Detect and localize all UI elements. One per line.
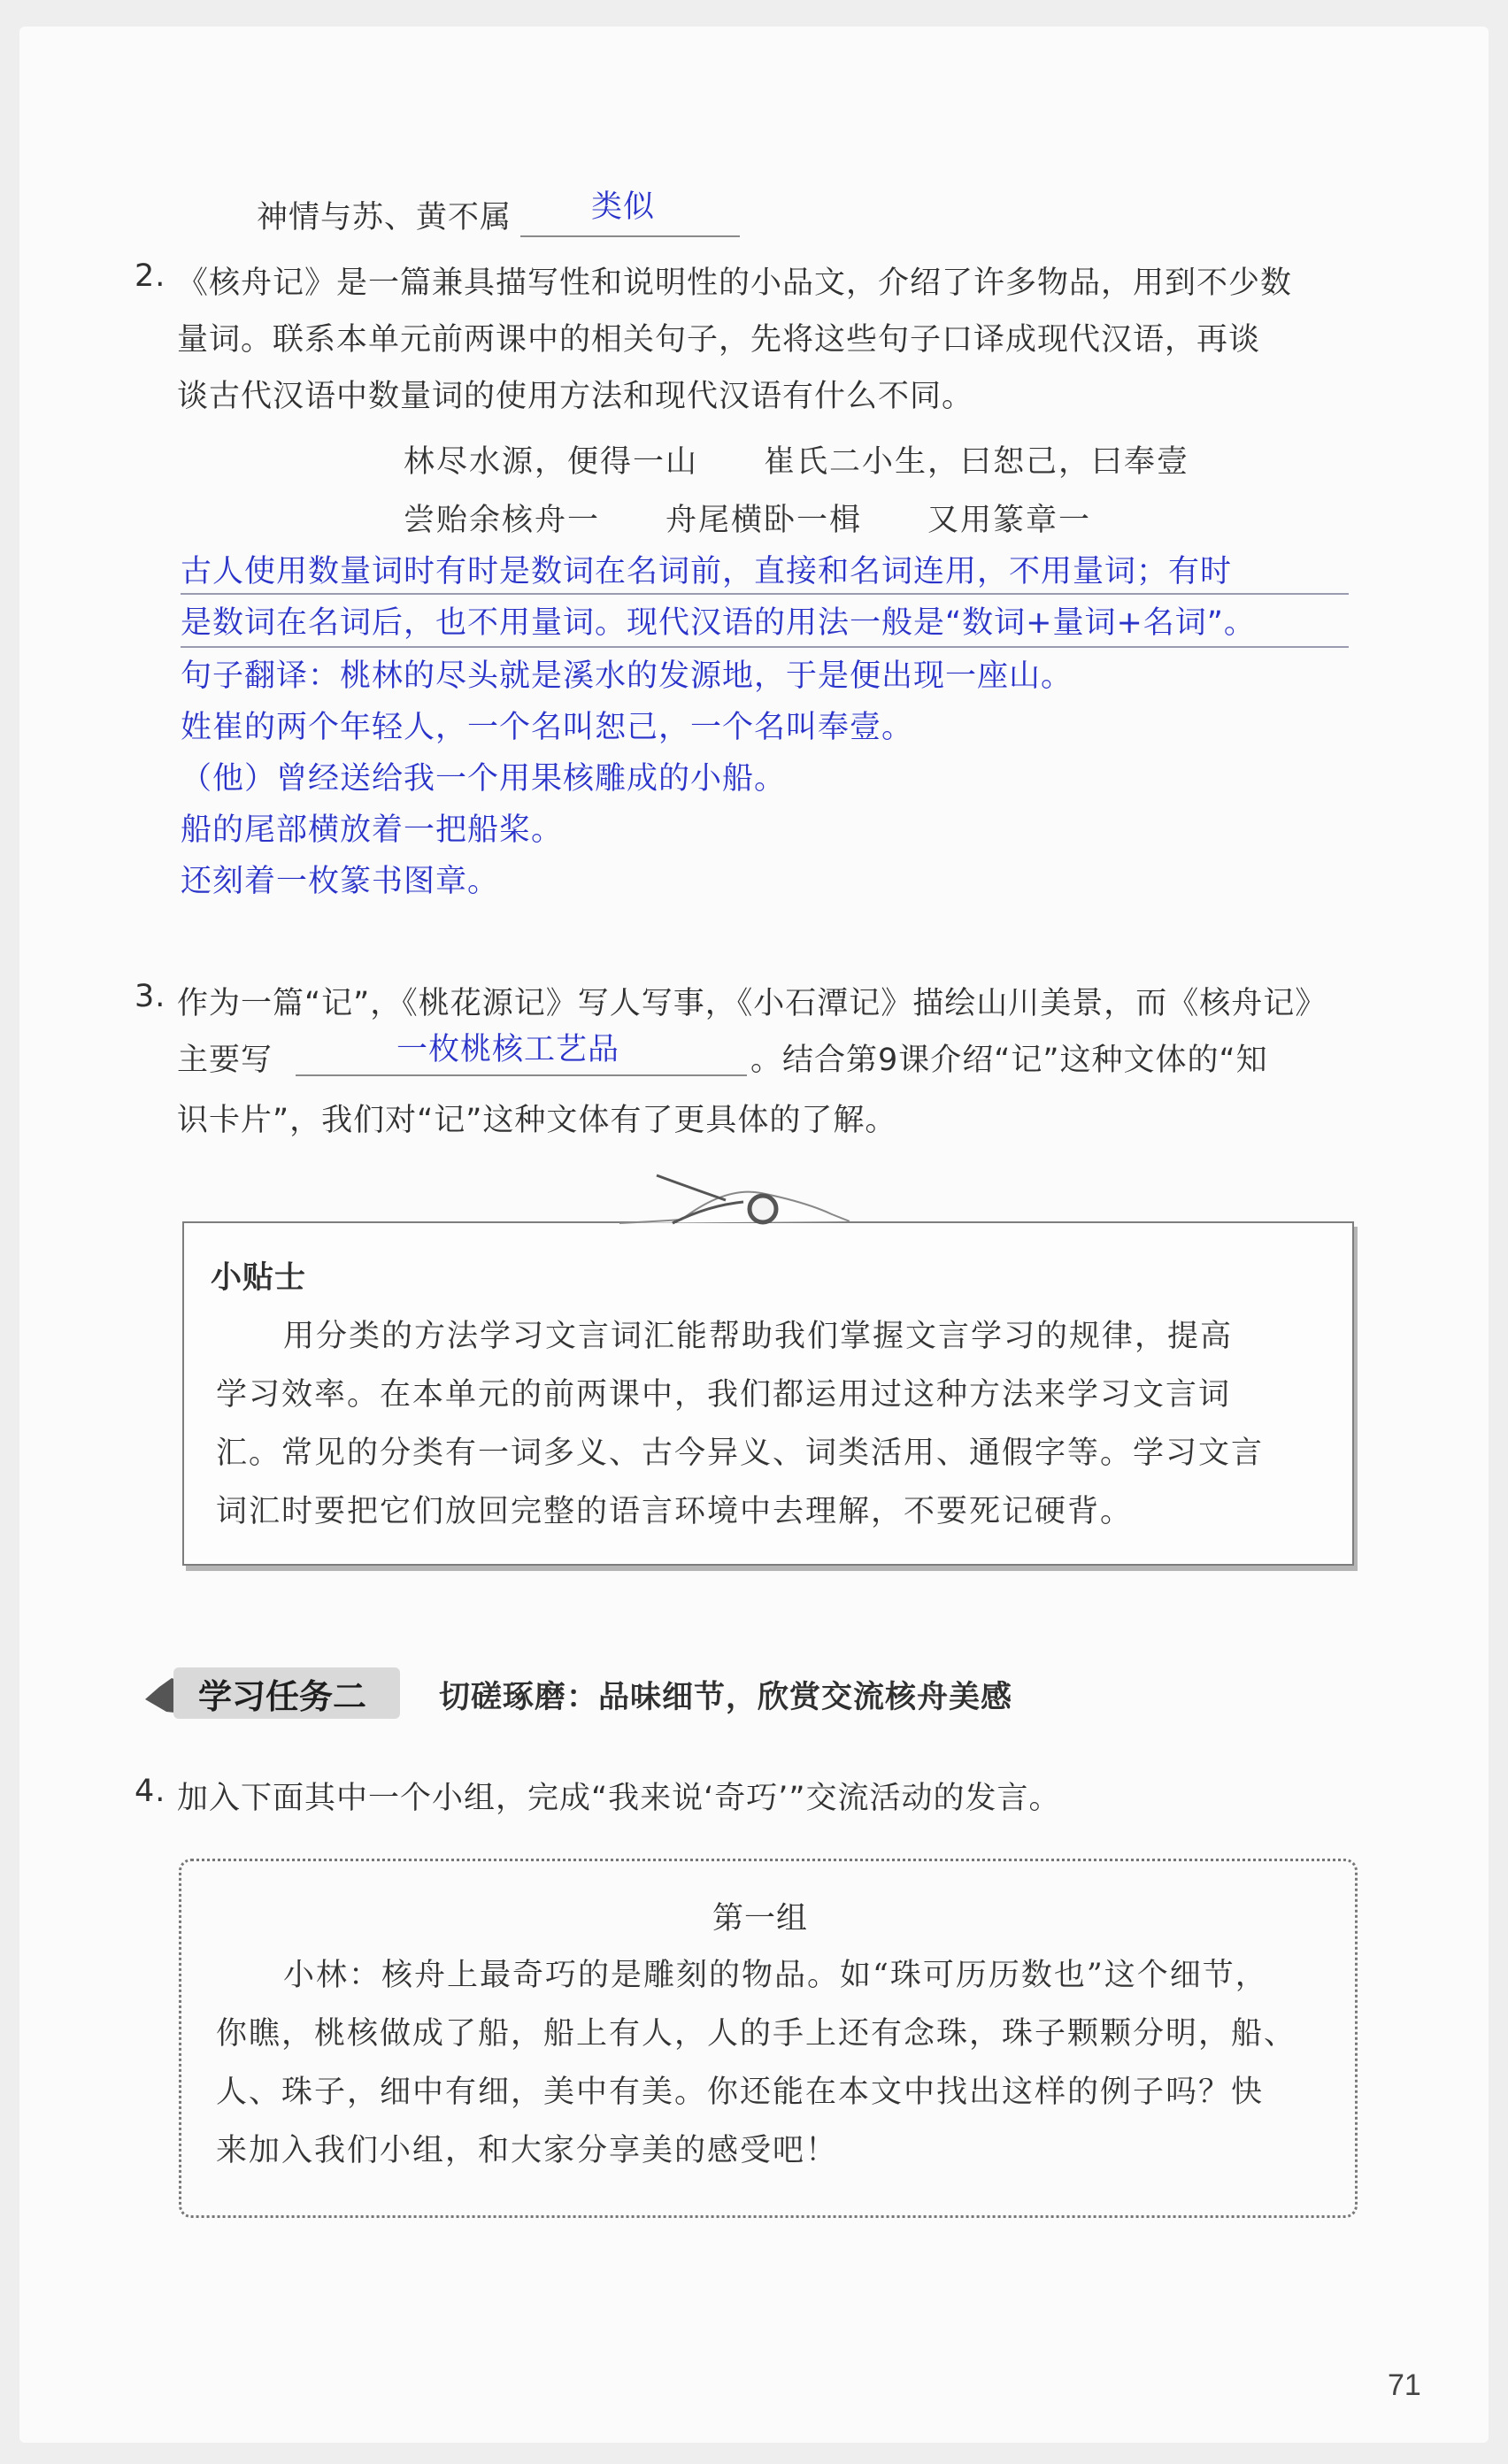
q3-line-2-prefix: 主要写 (177, 1043, 273, 1078)
q3-answer-line (296, 1074, 747, 1076)
q3-line-1: 作为一篇“记”，《桃花源记》写人写事，《小石潭记》描绘山川美景，而《核舟记》 (177, 986, 1327, 1021)
group-title: 第一组 (712, 1901, 809, 1937)
q3-number: 3. (135, 979, 166, 1014)
answer-rule-1 (181, 593, 1349, 595)
q2-line-1: 《核舟记》是一篇兼具描写性和说明性的小品文，介绍了许多物品，用到不少数 (177, 266, 1293, 301)
q2-number: 2. (135, 258, 166, 294)
q2-line-2: 量词。联系本单元前两课中的相关句子，先将这些句子口译成现代汉语，再谈 (177, 322, 1261, 358)
answer-rule-2 (181, 646, 1349, 648)
tip-line-4: 词汇时要把它们放回完整的语言环境中去理解，不要死记硬背。 (216, 1494, 1134, 1529)
q2-answer-line-7: 还刻着一枚篆书图章。 (181, 864, 500, 899)
group-line-3: 人、珠子，细中有细，美中有美。你还能在本文中找出这样的例子吗？快 (216, 2075, 1265, 2110)
q2-answer-line-5: （他）曾经送给我一个用果核雕成的小船。 (181, 761, 787, 797)
q2-example-2: 尝贻余核舟一 舟尾横卧一楫 又用篆章一 (404, 503, 1092, 538)
q4-text: 加入下面其中一个小组，完成“我来说‘奇巧’”交流活动的发言。 (177, 1781, 1061, 1816)
task2-title: 切磋琢磨：品味细节，欣赏交流核舟美感 (439, 1680, 1013, 1715)
task2-badge: 学习任务二 (198, 1677, 367, 1716)
q2-answer-line-4: 姓崔的两个年轻人，一个名叫恕己，一个名叫奉壹。 (181, 710, 914, 745)
page-number: 71 (1388, 2368, 1421, 2402)
q3-line-2-suffix: 。结合第9课介绍“记”这种文体的“知 (750, 1043, 1268, 1078)
tip-line-2: 学习效率。在本单元的前两课中，我们都运用过这种方法来学习文言词 (216, 1377, 1232, 1413)
q2-answer-line-3: 句子翻译：桃林的尽头就是溪水的发源地，于是便出现一座山。 (181, 658, 1073, 694)
q3-line-3: 识卡片”，我们对“记”这种文体有了更具体的了解。 (177, 1103, 897, 1138)
tip-line-3: 汇。常见的分类有一词多义、古今异义、词类活用、通假字等。学习文言 (216, 1436, 1265, 1471)
group-line-1: 小林：核舟上最奇巧的是雕刻的物品。如“珠可历历数也”这个细节， (283, 1958, 1268, 1993)
q1-prefix: 神情与苏、黄不属 (257, 200, 512, 235)
tip-line-1: 用分类的方法学习文言词汇能帮助我们掌握文言学习的规律，提高 (283, 1319, 1234, 1354)
q3-answer: 一枚桃核工艺品 (396, 1032, 620, 1067)
q1-answer: 类似 (591, 189, 656, 225)
q4-number: 4. (135, 1774, 166, 1809)
q2-line-3: 谈古代汉语中数量词的使用方法和现代汉语有什么不同。 (177, 379, 974, 414)
q1-answer-line (520, 235, 740, 237)
tip-title: 小贴士 (211, 1260, 307, 1296)
q2-answer-line-6: 船的尾部横放着一把船桨。 (181, 812, 564, 848)
group-line-2: 你瞧，桃核做成了船，船上有人，人的手上还有念珠，珠子颗颗分明，船、 (216, 2016, 1297, 2052)
q2-example-1: 林尽水源，便得一山 崔氏二小生，曰恕己，曰奉壹 (404, 444, 1190, 480)
tag-string-icon (619, 1170, 850, 1241)
group-line-4: 来加入我们小组，和大家分享美的感受吧！ (216, 2133, 839, 2168)
q2-answer-line-2: 是数词在名词后，也不用量词。现代汉语的用法一般是“数词+量词+名词”。 (181, 605, 1256, 641)
q2-answer-line-1: 古人使用数量词时有时是数词在名词前，直接和名词连用，不用量词；有时 (181, 554, 1233, 589)
